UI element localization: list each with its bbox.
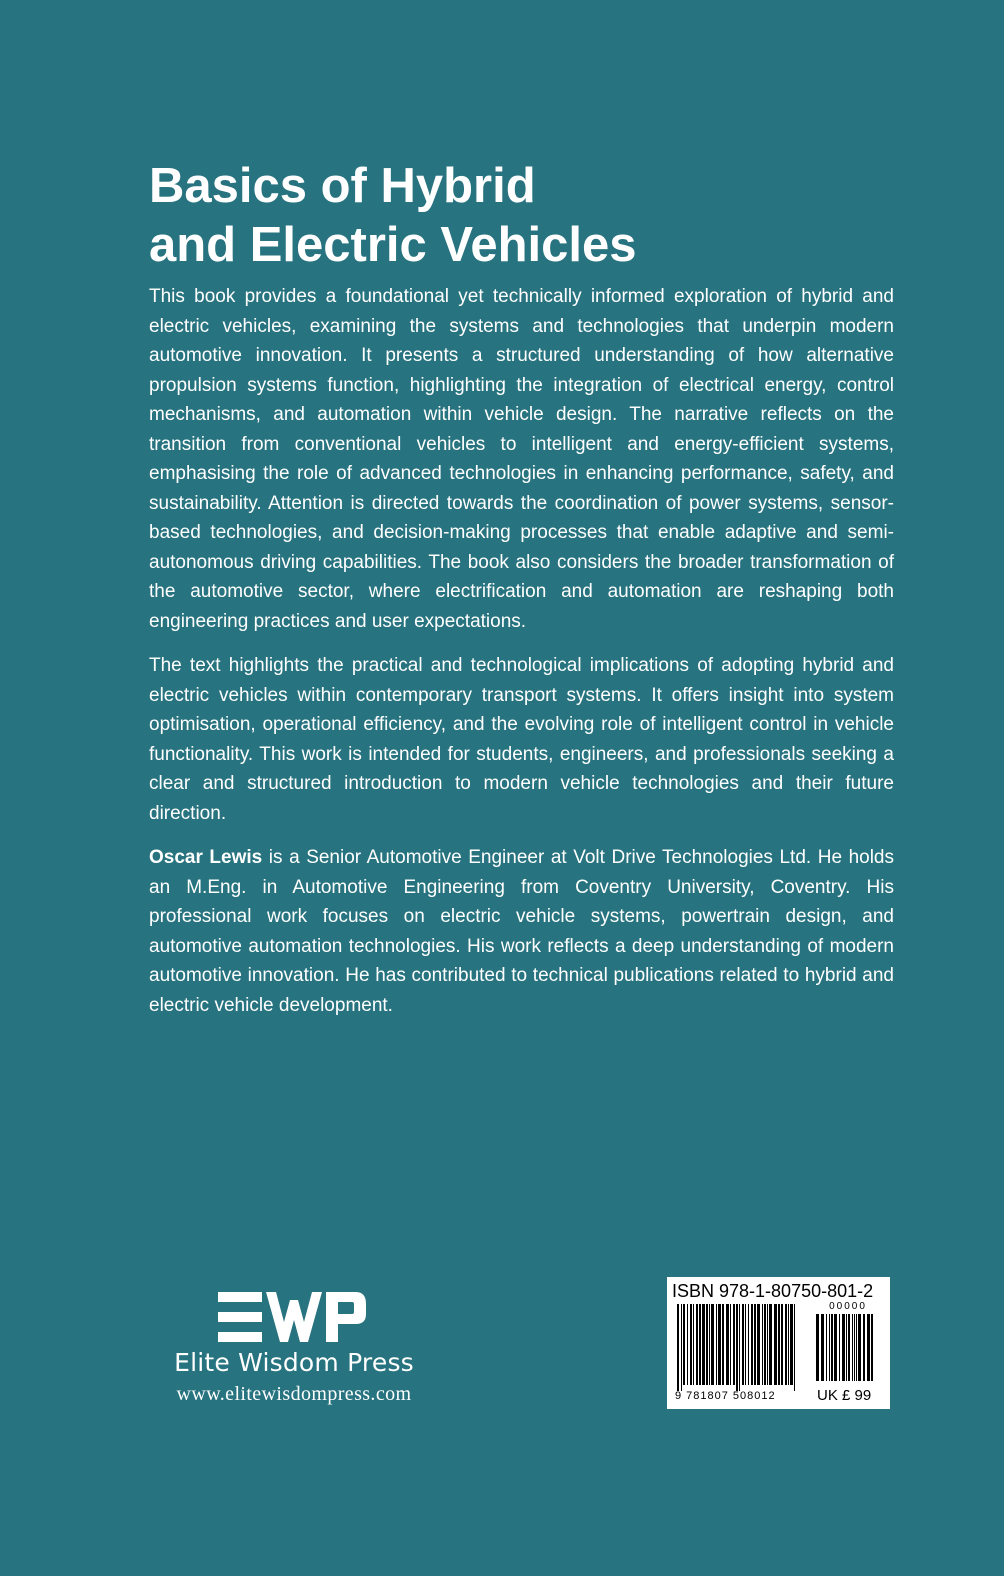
barcode-bar <box>757 1304 760 1385</box>
barcode-bar <box>702 1304 705 1385</box>
barcode-bar <box>748 1304 749 1385</box>
barcode-bar <box>681 1304 682 1391</box>
author-bio-text: is a Senior Automotive Engineer at Volt Drive Technologies Ltd. He holds an M.Eng. in Automotive Engineering from Coventry University, Coventry. His professional work focuses on electric vehicle systems, powertrain design, and automotive automation technologies. His work reflects a deep understanding of modern automotive innovation. He has contributed to technical publications related to hybrid and electric vehicle development. <box>149 847 895 1016</box>
barcode-bar <box>745 1304 746 1385</box>
barcode-bar <box>693 1304 694 1385</box>
barcode-bar <box>709 1304 710 1385</box>
barcode-bar <box>842 1314 845 1381</box>
price-label: UK £ 99 <box>817 1387 872 1404</box>
blurb-paragraph-1: This book provides a foundational yet technically informed exploration of hybrid and electric vehicles, examining the systems and technologies that underpin modern automotive innovation. It presents a structured understanding of how alternative propulsion systems function, highlighting the integration of electrical energy, control mechanisms, and automation within vehicle design. The narrative reflects on the transition from conventional vehicles to intelligent and energy-efficient systems, emphasising the role of advanced technologies in enhancing performance, safety, and sustainability. Attention is directed towards the coordination of power systems, sensor-based technologies, and decision-making processes that enable adaptive and semi-autonomous driving capabilities. The book also considers the broader transformation of the automotive sector, where electrification and automation are reshaping both engineering practices and user expectations. <box>149 286 894 632</box>
ewp-logo-mark <box>218 1292 368 1342</box>
barcode-ean-digits: 9 781807 508012 <box>675 1390 776 1402</box>
barcode-bar <box>839 1314 840 1381</box>
barcode-bar <box>778 1304 780 1385</box>
barcode-bar <box>867 1314 870 1381</box>
barcode-bar <box>781 1304 783 1385</box>
barcode-bar <box>854 1314 855 1381</box>
author-name: Oscar Lewis <box>149 847 263 868</box>
barcode-bar <box>687 1304 688 1385</box>
barcode-bar <box>683 1304 685 1385</box>
barcode-bar <box>742 1304 744 1385</box>
barcode-bar <box>834 1314 837 1381</box>
barcode-bar <box>852 1314 853 1381</box>
publisher-logo <box>149 1292 439 1406</box>
barcode-bar <box>846 1314 847 1381</box>
blurb-paragraph-2: The text highlights the practical and technological implications of adopting hybrid and electric vehicles within contemporary transport systems. It offers insight into system optimisation, operational efficiency, and the evolving role of intelligent control in vehicle functionality. This work is intended for students, engineers, and professionals seeking a clear and structured introduction to modern vehicle technologies and their future direction. <box>149 655 894 824</box>
barcode-bar <box>696 1304 698 1385</box>
barcode-bar <box>767 1304 768 1385</box>
author-bio <box>149 843 894 1020</box>
barcode-bar <box>751 1304 753 1385</box>
barcode-bar <box>739 1304 740 1391</box>
barcode-bar <box>762 1304 763 1385</box>
barcode-bar <box>706 1304 708 1385</box>
barcode-bar <box>730 1304 731 1385</box>
barcode-bar <box>718 1304 721 1385</box>
barcode-bar <box>722 1304 724 1385</box>
barcode-bar <box>794 1304 795 1391</box>
barcode-bar <box>785 1304 787 1385</box>
barcode-bar <box>788 1304 789 1385</box>
barcode-bar <box>764 1304 766 1385</box>
barcode-bar <box>790 1304 793 1385</box>
barcode-bar <box>690 1304 692 1385</box>
barcode-bar <box>677 1304 679 1391</box>
barcode-bar <box>769 1304 772 1385</box>
barcode-bar <box>733 1304 735 1385</box>
barcode-bar <box>829 1314 830 1381</box>
publisher-name: Elite Wisdom Press <box>174 1348 414 1377</box>
barcode-bar <box>856 1314 857 1381</box>
barcode-bar <box>863 1314 865 1381</box>
barcode-bar <box>774 1304 777 1385</box>
barcode-bar <box>699 1304 701 1385</box>
publisher-url: www.elitewisdompress.com <box>176 1383 412 1405</box>
barcode-addon-digits: 00000 <box>829 1301 867 1312</box>
barcode-bar <box>816 1314 819 1381</box>
blurb <box>149 282 894 1035</box>
barcode-bar <box>711 1304 714 1385</box>
barcode-bar <box>754 1304 756 1385</box>
isbn-barcode <box>667 1277 890 1409</box>
book-title-line-2: and Electric Vehicles <box>149 218 637 272</box>
barcode-bar <box>821 1314 824 1381</box>
book-title <box>149 157 869 275</box>
barcode-bar <box>736 1304 738 1391</box>
barcode-bar <box>848 1314 850 1381</box>
barcode-bar <box>726 1304 729 1385</box>
barcode-bar <box>871 1314 873 1381</box>
barcode-bar <box>858 1314 861 1381</box>
barcode-bar <box>716 1304 717 1385</box>
book-title-line-1: Basics of Hybrid <box>149 159 536 213</box>
barcode-bar <box>826 1314 827 1381</box>
isbn-label: ISBN 978-1-80750-801-2 <box>672 1281 874 1301</box>
barcode-bar <box>831 1314 833 1381</box>
